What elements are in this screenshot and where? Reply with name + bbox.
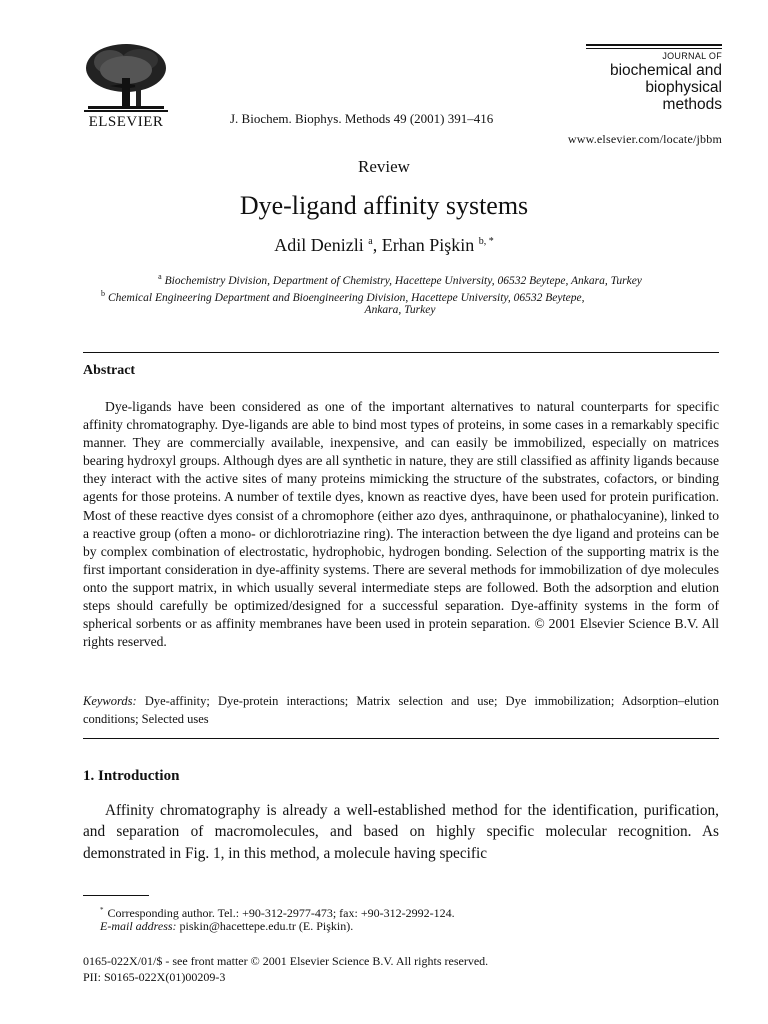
masthead-rule — [586, 44, 722, 46]
intro-paragraph: Affinity chromatography is already a well-established method for the identification, purification, and separation of macromolecules, and based on highly specific molecular recognition. As demonstrated in Fig. 1, in this method, a molecule having specific — [83, 802, 719, 862]
affiliation-mark: b — [101, 289, 105, 298]
abstract-text: Dye-ligands have been considered as one of the important alternatives to natural counterparts for specific affinity chromatography. Dye-ligands are able to bind most types of proteins, in some cases in a remarkably specific manner. They are commercially available, inexpensive, and can easily be immobilized, especially on matrices bearing hydroxyl groups. Although dyes are all synthetic in nature, they are still classified as affinity ligands because they interact with the active sites of many proteins mimicking the structure of the substrates, cofactors, or binding agents for those proteins. A number of textile dyes, known as reactive dyes, have been used for protein purification. Most of these reactive dyes consist of a chromophore (either azo dyes, anthraquinone, or phathalocyanine), linked to a reactive group (often a mono- or dichlorotriazine ring). The interaction between the dye ligand and proteins can be by complex combination of electrostatic, hydrophobic, hydrogen bonding. Selection of the supporting matrix is the first important consideration in dye-affinity systems. There are several methods for immobilization of dye molecules onto the support matrix, in which usually several intermediate steps are followed. Both the adsorption and elution steps should carefully be optimized/designed for a successful separation. Dye-affinity systems in the form of spherical sorbents or as affinity membranes have been used in protein separation. © 2001 Elsevier Science B.V. All rights reserved. — [83, 399, 719, 650]
journal-name-line2: biophysical — [645, 79, 722, 96]
copyright-line: 0165-022X/01/$ - see front matter © 2001 Elsevier Science B.V. All rights reserved. — [83, 954, 489, 968]
affiliation-mark: a — [158, 272, 162, 281]
email-address[interactable]: piskin@hacettepe.edu.tr (E. Pişkin). — [179, 919, 354, 933]
author-separator: , — [372, 235, 382, 255]
section-divider — [83, 352, 719, 353]
affiliation-mark: b, * — [478, 236, 494, 247]
masthead-rule — [586, 48, 722, 49]
affiliation-b-continued: Ankara, Turkey — [364, 304, 436, 316]
affiliation-mark: a — [368, 236, 373, 247]
journal-name-line1: biochemical and — [609, 62, 722, 79]
publisher-name: ELSEVIER — [88, 114, 164, 130]
journal-citation: J. Biochem. Biophys. Methods 49 (2001) 391–416 — [230, 111, 494, 126]
article-type: Review — [358, 157, 410, 176]
email-note — [100, 919, 353, 934]
journal-name-line3: methods — [662, 96, 722, 113]
affiliation-text: Chemical Engineering Department and Bioengineering Division, Hacettepe University, 06532 Beytepe, — [108, 291, 585, 304]
article-title: Dye-ligand affinity systems — [239, 191, 529, 220]
section-heading: 1. Introduction — [83, 768, 180, 784]
abstract-heading: Abstract — [83, 363, 136, 378]
author-list — [0, 235, 768, 256]
author-name: Adil Denizli — [274, 235, 364, 255]
section-divider — [83, 738, 719, 739]
footnote-mark: * — [100, 906, 104, 914]
elsevier-tree-icon — [80, 40, 172, 114]
footnote-divider — [83, 895, 149, 896]
email-label: E-mail address: — [100, 919, 177, 933]
affiliation-text: Biochemistry Division, Department of Chemistry, Hacettepe University, 06532 Beytepe, Ankara, Turkey — [164, 274, 642, 287]
keywords-list: Dye-affinity; Dye-protein interactions; Matrix selection and use; Dye immobilization; Adsorption–elution conditions; Selected uses — [83, 694, 719, 726]
pii-line: PII: S0165-022X(01)00209-3 — [83, 970, 226, 984]
keywords — [83, 692, 719, 728]
journal-url[interactable]: www.elsevier.com/locate/jbbm — [567, 132, 722, 146]
journal-masthead — [586, 44, 722, 113]
author-name: Erhan Pişkin — [381, 235, 475, 255]
keywords-label: Keywords: — [83, 694, 137, 708]
footnote-text: Corresponding author. Tel.: +90-312-2977-473; fax: +90-312-2992-124. — [107, 906, 455, 920]
publisher-logo — [80, 40, 172, 131]
journal-of-label: JOURNAL OF — [662, 51, 722, 61]
